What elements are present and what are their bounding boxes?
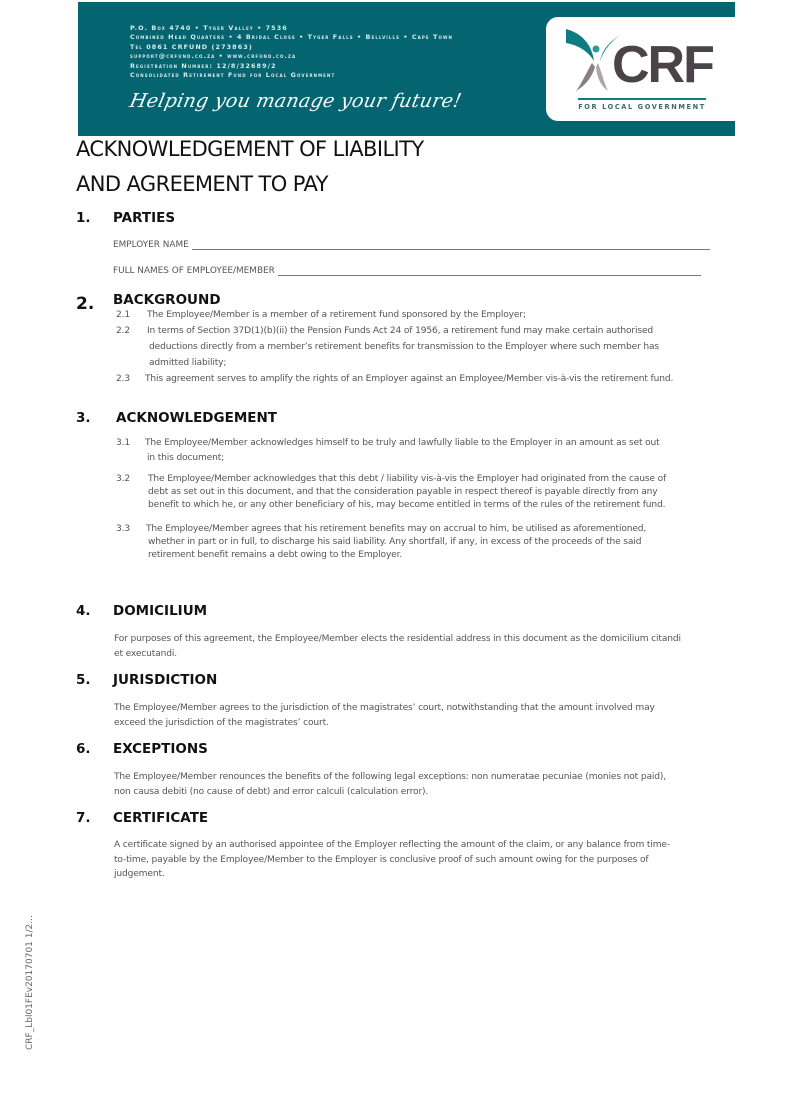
clause-text: In terms of Section 37D(1)(b)(ii) the Pension Funds Act 24 of 1956, a retirement fund may make certain authorised (147, 326, 654, 336)
paragraph-line: to-time, payable by the Employee/Member to the Employer is conclusive proof of such amount owing for the purposes of (114, 854, 649, 865)
paragraph-line: exceed the jurisdiction of the magistrates’ court. (114, 718, 329, 729)
clause-text: The Employee/Member acknowledges that this debt / liability vis-à-vis the Employer had originated from the cause of (148, 474, 667, 484)
section-title: EXCEPTIONS (113, 741, 208, 757)
clause-3-3 (116, 522, 726, 570)
address-block (130, 24, 453, 80)
clause-text: benefit to which he, or any other beneficiary of his, may become entitled in terms of the rules of the retirement fund. (148, 500, 666, 510)
clause-text: deductions directly from a member’s retirement benefits for transmission to the Employer where such member has (149, 342, 660, 352)
employee-full-names-field[interactable] (113, 266, 701, 276)
paragraph-line: non causa debiti (no cause of debt) and error calculi (calculation error). (114, 787, 429, 798)
paragraph-line: A certificate signed by an authorised appointee of the Employer reflecting the amount of the claim, or any balance from time- (114, 840, 670, 850)
section-number: 6. (76, 741, 91, 757)
jurisdiction-text (114, 701, 734, 732)
paragraph-line: For purposes of this agreement, the Employee/Member elects the residential address in this document as the domicilium citandi (114, 634, 681, 644)
domicilium-text (114, 632, 734, 663)
clause-text: retirement benefit remains a debt owing to the Employer. (148, 550, 403, 560)
address-line: Consolidated Retirement Fund for Local Government (130, 71, 336, 80)
clause-2-2 (116, 324, 726, 374)
clause-number: 3.1 (116, 438, 131, 448)
paragraph-line: judgement. (114, 869, 165, 879)
clause-text: The Employee/Member is a member of a retirement fund sponsored by the Employer; (147, 310, 526, 320)
tagline: Helping you manage your future! (127, 90, 464, 112)
clause-text: debt as set out in this document, and that the consideration payable in respect thereof is payable directly from any (148, 487, 658, 497)
clause-number: 2.3 (116, 374, 131, 384)
paragraph-line: et executandi. (114, 649, 177, 660)
paragraph-line: The Employee/Member renounces the benefits of the following legal exceptions: non numeratae pecuniae (monies not paid), (114, 772, 667, 782)
clause-3-2 (116, 472, 726, 520)
clause-3-1 (116, 436, 726, 468)
section-number: 7. (76, 810, 91, 826)
clause-text: This agreement serves to amplify the rights of an Employer against an Employee/Member vis-à-vis the retirement fund. (145, 374, 674, 384)
clause-text: whether in part or in full, to discharge his said liability. Any shortfall, if any, in excess of the proceeds of the said (148, 537, 642, 547)
document-reference-code: CRF_Lbl01FEv20170701 1/2... (25, 915, 35, 1050)
clause-text: The Employee/Member acknowledges himself to be truly and lawfully liable to the Employer in an amount as set out (145, 438, 660, 448)
clause-text: The Employee/Member agrees that his retirement benefits may on accrual to him, be utilised as aforementioned, (146, 524, 647, 534)
section-title: PARTIES (113, 210, 176, 226)
address-line: P.O. Box 4740 • Tyger Valley • 7536 (130, 24, 288, 32)
clause-text: in this document; (147, 453, 225, 463)
address-line: support@crfund.co.za • www.crfund.co.za (130, 52, 297, 61)
section-title: DOMICILIUM (113, 603, 208, 619)
employer-name-field[interactable] (113, 240, 710, 250)
address-line: Tel 0861 CRFUND (273863) (130, 42, 253, 51)
section-number: 1. (76, 210, 91, 226)
section-title: BACKGROUND (113, 292, 221, 308)
clause-text: admitted liability; (149, 358, 227, 368)
field-label: FULL NAMES OF EMPLOYEE/MEMBER (113, 266, 275, 276)
logo-divider (578, 98, 706, 100)
paragraph-line: The Employee/Member agrees to the jurisdiction of the magistrates’ court, notwithstanding that the amount involved may (114, 703, 655, 713)
section-number: 2. (76, 294, 95, 314)
exceptions-text (114, 770, 734, 801)
logo-wordmark: CRF (612, 36, 713, 94)
clause-number: 2.2 (116, 326, 131, 336)
employee-full-names-input-line[interactable] (278, 266, 701, 276)
logo (546, 17, 735, 121)
field-label: EMPLOYER NAME (113, 240, 189, 250)
section-number: 4. (76, 603, 91, 619)
letterhead-banner (78, 2, 735, 136)
address-line: Combined Head Quarters • 4 Bridal Close • Tyger Falls • Bellville • Cape Town (130, 33, 453, 42)
document-title-line-2: AND AGREEMENT TO PAY (76, 172, 328, 196)
section-number: 5. (76, 672, 91, 688)
section-title: JURISDICTION (113, 672, 218, 688)
document-title-line-1: ACKNOWLEDGEMENT OF LIABILITY (76, 137, 424, 161)
logo-subtitle: FOR LOCAL GOVERNMENT (578, 103, 706, 111)
address-line: Registration Number: 12/8/32689/2 (130, 61, 277, 70)
section-title: ACKNOWLEDGEMENT (116, 410, 277, 426)
employer-name-input-line[interactable] (192, 240, 710, 250)
section-number: 3. (76, 410, 91, 426)
section-title: CERTIFICATE (113, 810, 209, 826)
clause-number: 2.1 (116, 310, 131, 320)
clause-number: 3.2 (116, 474, 131, 484)
certificate-text (114, 838, 734, 882)
clause-number: 3.3 (116, 524, 131, 534)
